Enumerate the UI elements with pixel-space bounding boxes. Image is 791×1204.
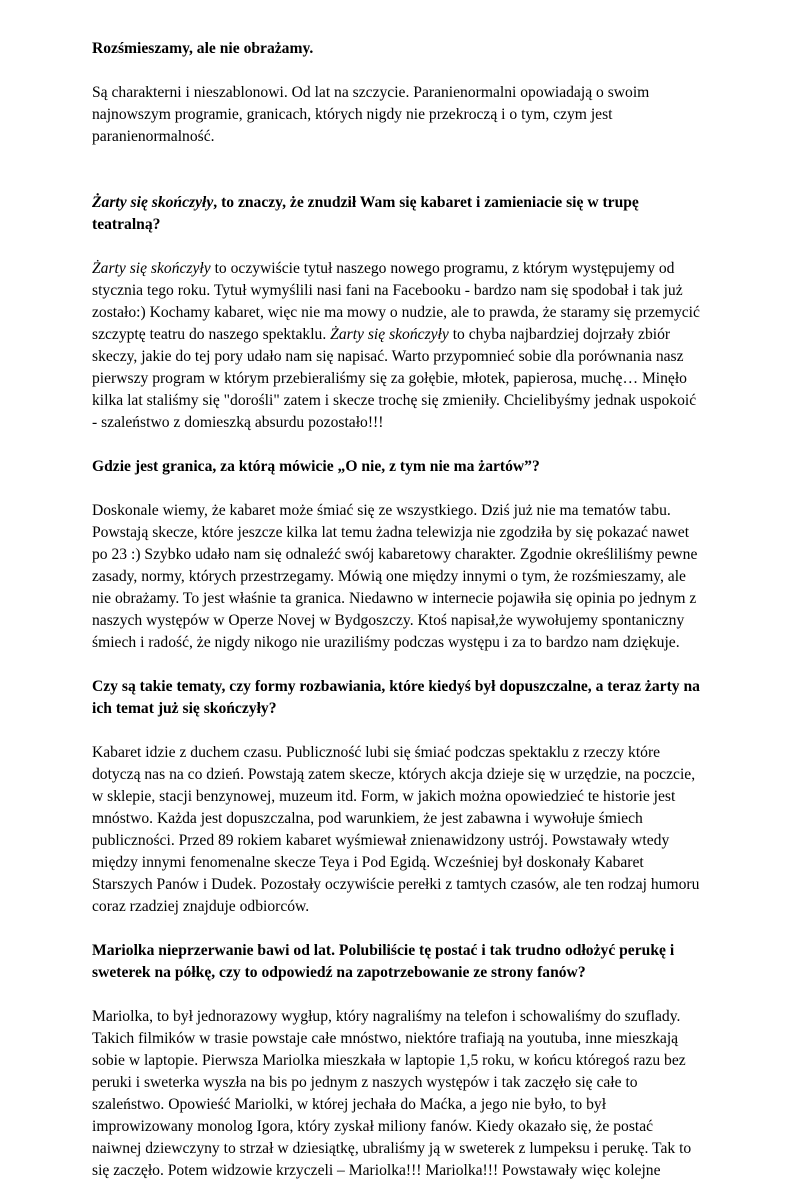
intro-paragraph bbox=[92, 82, 704, 148]
intro-line: najnowszym programie, granicach, których nigdy nie przekroczą i o tym, czym jest bbox=[92, 106, 613, 123]
intro-line: paranienormalność. bbox=[92, 128, 215, 145]
question-line: Czy są takie tematy, czy formy rozbawiania, które kiedyś był dopuszczalne, a teraz żarty na bbox=[92, 678, 700, 695]
question-title-italic: Żarty się skończyły bbox=[92, 194, 214, 211]
answer-line: Powstają skecze, które jeszcze kilka lat temu żadna telewizja nie zgodziła by się pokazać nawet bbox=[92, 524, 690, 541]
answer-line: Doskonale wiemy, że kabaret może śmiać się ze wszystkiego. Dziś już nie ma tematów tabu. bbox=[92, 502, 671, 519]
answer-text: to oczywiście tytuł naszego nowego programu, z którym występujemy od bbox=[210, 260, 675, 277]
answer-line: Kabaret idzie z duchem czasu. Publiczność lubi się śmiać podczas spektaklu z rzeczy które bbox=[92, 744, 661, 761]
answer-4 bbox=[92, 1006, 704, 1182]
document-page bbox=[92, 38, 704, 1204]
answer-line: Takich filmików w trasie powstaje całe mnóstwo, niektóre trafiają na youtuba, inne mieszkają bbox=[92, 1030, 679, 1047]
question-text: , to znaczy, że znudził Wam się kabaret i zamieniacie się w trupę bbox=[213, 194, 639, 211]
answer-text: to chyba najbardziej dojrzały zbiór bbox=[448, 326, 671, 343]
answer-2 bbox=[92, 500, 704, 654]
answer-3 bbox=[92, 742, 704, 918]
answer-line: w sklepie, stacji benzynowej, muzeum itd. Form, w jakich można opowiedzieć te historie jest bbox=[92, 788, 676, 805]
answer-line: stycznia tego roku. Tytuł wymyślili nasi fani na Facebooku - bardzo nam się spodobał i tak już bbox=[92, 282, 683, 299]
answer-line: między innymi fenomenalne skecze Teya i Pod Egidą. Wcześniej był doskonały Kabaret bbox=[92, 854, 644, 871]
answer-text: szczyptę teatru do naszego spektaklu. bbox=[92, 326, 331, 343]
program-title-italic: Żarty się skończyły bbox=[92, 260, 211, 277]
question-line: teatralną? bbox=[92, 216, 161, 233]
answer-line bbox=[92, 258, 704, 280]
question-2: Gdzie jest granica, za którą mówicie „O nie, z tym nie ma żartów”? bbox=[92, 458, 540, 475]
answer-line: sobie w laptopie. Pierwsza Mariolka mieszkała w laptopie 1,5 roku, w końcu któregoś razu bez bbox=[92, 1052, 686, 1069]
article-title: Rozśmieszamy, ale nie obrażamy. bbox=[92, 40, 314, 57]
answer-line: coraz rzadziej znajduje odbiorców. bbox=[92, 898, 310, 915]
answer-line: się zaczęło. Potem widzowie krzyczeli – Mariolka!!! Mariolka!!! Powstawały więc kolejne bbox=[92, 1162, 661, 1179]
answer-line: naszych występów w Operze Novej w Bydgoszczy. Ktoś napisał,że wywołujemy spontaniczny bbox=[92, 612, 685, 629]
answer-line: skeczy, jakie do tej pory udało nam się napisać. Warto przypomnieć sobie dla porównania nasz bbox=[92, 348, 684, 365]
answer-line: pierwszy program w którym przebieraliśmy się za gołębie, młotek, papierosa, muchę… Minęło bbox=[92, 370, 687, 387]
question-3 bbox=[92, 676, 704, 720]
answer-line: zasady, normy, których przestrzegamy. Mówią one między innymi o tym, że rozśmieszamy, ale bbox=[92, 568, 686, 585]
question-line bbox=[92, 192, 704, 214]
answer-line: śmiech i radość, że nigdy nikogo nie uraziliśmy podczas występu i za to bardzo nam dziękuje. bbox=[92, 634, 680, 651]
answer-1 bbox=[92, 258, 704, 434]
answer-line: Starszych Panów i Dudek. Pozostały oczywiście perełki z tamtych czasów, ale ten rodzaj humoru bbox=[92, 876, 700, 893]
answer-line: naiwnej dziewczyny to strzał w dziesiątkę, ubraliśmy ją w sweterek z lumpeksu i perukę. Tak to bbox=[92, 1140, 692, 1157]
answer-line: peruki i sweterka wyszła na bis po jednym z naszych występów i tak zaczęło się całe to bbox=[92, 1074, 638, 1091]
answer-line: improwizowany monolog Igora, który zyskał miliony fanów. Kiedy okazało się, że postać bbox=[92, 1118, 654, 1135]
answer-line: Mariolka, to był jednorazowy wygłup, który nagraliśmy na telefon i schowaliśmy do szuflady. bbox=[92, 1008, 681, 1025]
answer-line: dotyczą nas na co dzień. Powstają zatem skecze, których akcja dzieje się w urzędzie, na poczcie, bbox=[92, 766, 696, 783]
answer-line: - szaleństwo z domieszką absurdu pozostało!!! bbox=[92, 414, 384, 431]
intro-line: Są charakterni i nieszablonowi. Od lat na szczycie. Paranienormalni opowiadają o swoim bbox=[92, 84, 650, 101]
question-line: ich temat już się skończyły? bbox=[92, 700, 277, 717]
question-1 bbox=[92, 192, 704, 236]
answer-line: nie obrażamy. To jest właśnie ta granica. Niedawno w internecie pojawiła się opinia po jednym z bbox=[92, 590, 697, 607]
answer-line: publiczności. Przed 89 rokiem kabaret wyśmiewał znienawidzony ustrój. Powstawały wtedy bbox=[92, 832, 670, 849]
answer-line: po 23 :) Szybko udało nam się odnaleźć swój kabaretowy charakter. Zgodnie określiliśmy pewne bbox=[92, 546, 698, 563]
question-line: Mariolka nieprzerwanie bawi od lat. Polubiliście tę postać i tak trudno odłożyć perukę i bbox=[92, 942, 675, 959]
answer-line bbox=[92, 324, 704, 346]
answer-line: mnóstwo. Każda jest dopuszczalna, pod warunkiem, że jest zabawna i wywołuje śmiech bbox=[92, 810, 643, 827]
question-4 bbox=[92, 940, 704, 984]
answer-line: zostało:) Kochamy kabaret, więc nie ma mowy o nudzie, ale to prawda, że staramy się przemycić bbox=[92, 304, 700, 321]
answer-line: szaleństwo. Opowieść Mariolki, w której jechała do Maćka, a jego nie było, to był bbox=[92, 1096, 607, 1113]
answer-line: kilka lat staliśmy się "dorośli" zatem i skecze trochę się zmieniły. Chcielibyśmy jednak uspokoić bbox=[92, 392, 697, 409]
program-title-italic: Żarty się skończyły bbox=[330, 326, 449, 343]
question-line: sweterek na półkę, czy to odpowiedź na zapotrzebowanie ze strony fanów? bbox=[92, 964, 586, 981]
